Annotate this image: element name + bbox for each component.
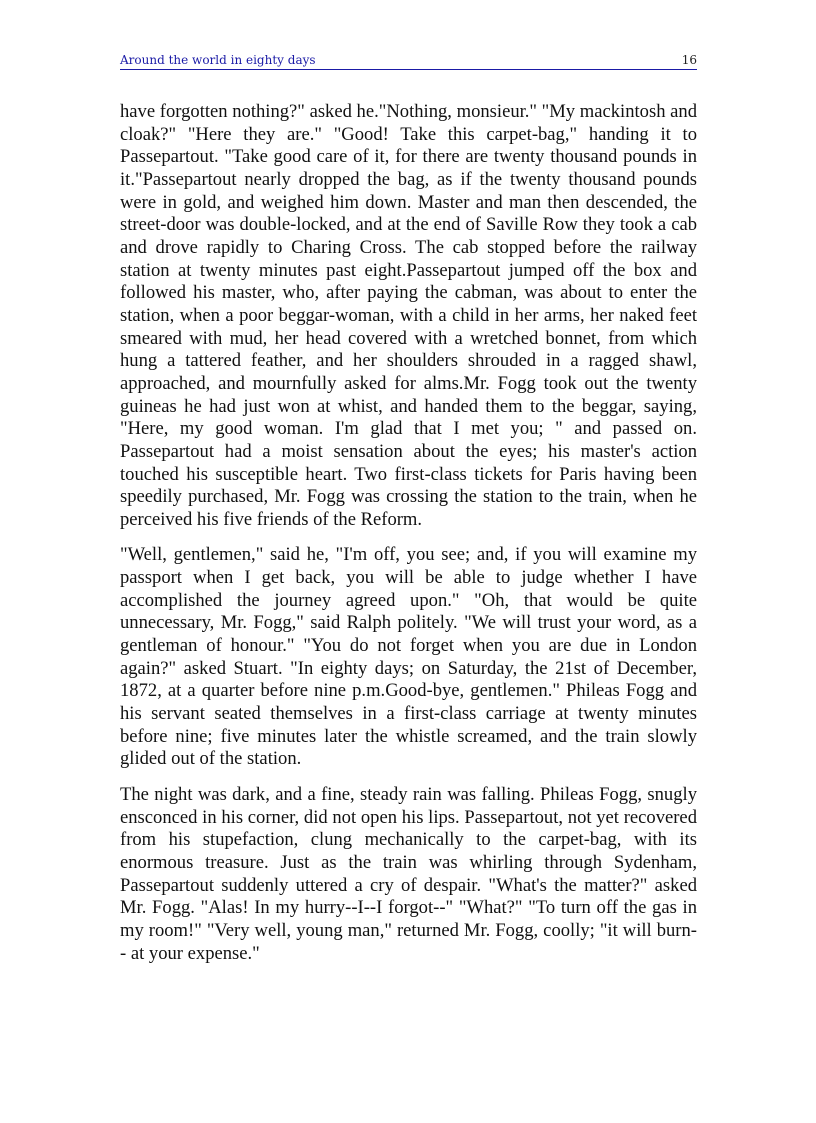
book-title-link[interactable]: Around the world in eighty days — [120, 53, 316, 67]
running-header — [120, 53, 697, 70]
page-number: 16 — [681, 53, 697, 67]
paragraph: The night was dark, and a fine, steady rain was falling. Phileas Fogg, snugly ensconced in his corner, did not open his lips. Passepartout, not yet recovered from his stupefaction, clung mechanically to the carpet-bag, with its enormous treasure. Just as the train was whirling through Sydenham, Passepartout suddenly uttered a cry of despair. "What's the matter?" asked Mr. Fogg. "Alas! In my hurry--I--I forgot--" "What?" "To turn off the gas in my room!" "Very well, young man," returned Mr. Fogg, coolly; "it will burn-- at your expense." — [120, 784, 697, 964]
paragraph: "Well, gentlemen," said he, "I'm off, you see; and, if you will examine my passport when I get back, you will be able to judge whether I have accomplished the journey agreed upon." "Oh, that would be quite unnecessary, Mr. Fogg," said Ralph politely. "We will trust your word, as a gentleman of honour." "You do not forget when you are due in London again?" asked Stuart. "In eighty days; on Saturday, the 21st of December, 1872, at a quarter before nine p.m.Good-bye, gentlemen." Phileas Fogg and his servant seated themselves in a first-class carriage at twenty minutes before nine; five minutes later the whistle screamed, and the train slowly glided out of the station. — [120, 544, 697, 770]
paragraph: have forgotten nothing?" asked he."Nothing, monsieur." "My mackintosh and cloak?" "Here they are." "Good! Take this carpet-bag," handing it to Passepartout. "Take good care of it, for there are twenty thousand pounds in it."Passepartout nearly dropped the bag, as if the twenty thousand pounds were in gold, and weighed him down. Master and man then descended, the street-door was double-locked, and at the end of Saville Row they took a cab and drove rapidly to Charing Cross. The cab stopped before the railway station at twenty minutes past eight.Passepartout jumped off the box and followed his master, who, after paying the cabman, was about to enter the station, when a poor beggar-woman, with a child in her arms, her naked feet smeared with mud, her head covered with a wretched bonnet, from which hung a tattered feather, and her shoulders shrouded in a ragged shawl, approached, and mournfully asked for alms.Mr. Fogg took out the twenty guineas he had just won at whist, and handed them to the beggar, saying, "Here, my good woman. I'm glad that I met you; " and passed on. Passepartout had a moist sensation about the eyes; his master's action touched his susceptible heart. Two first-class tickets for Paris having been speedily purchased, Mr. Fogg was crossing the station to the train, when he perceived his five friends of the Reform. — [120, 101, 697, 530]
body-text — [120, 101, 697, 978]
